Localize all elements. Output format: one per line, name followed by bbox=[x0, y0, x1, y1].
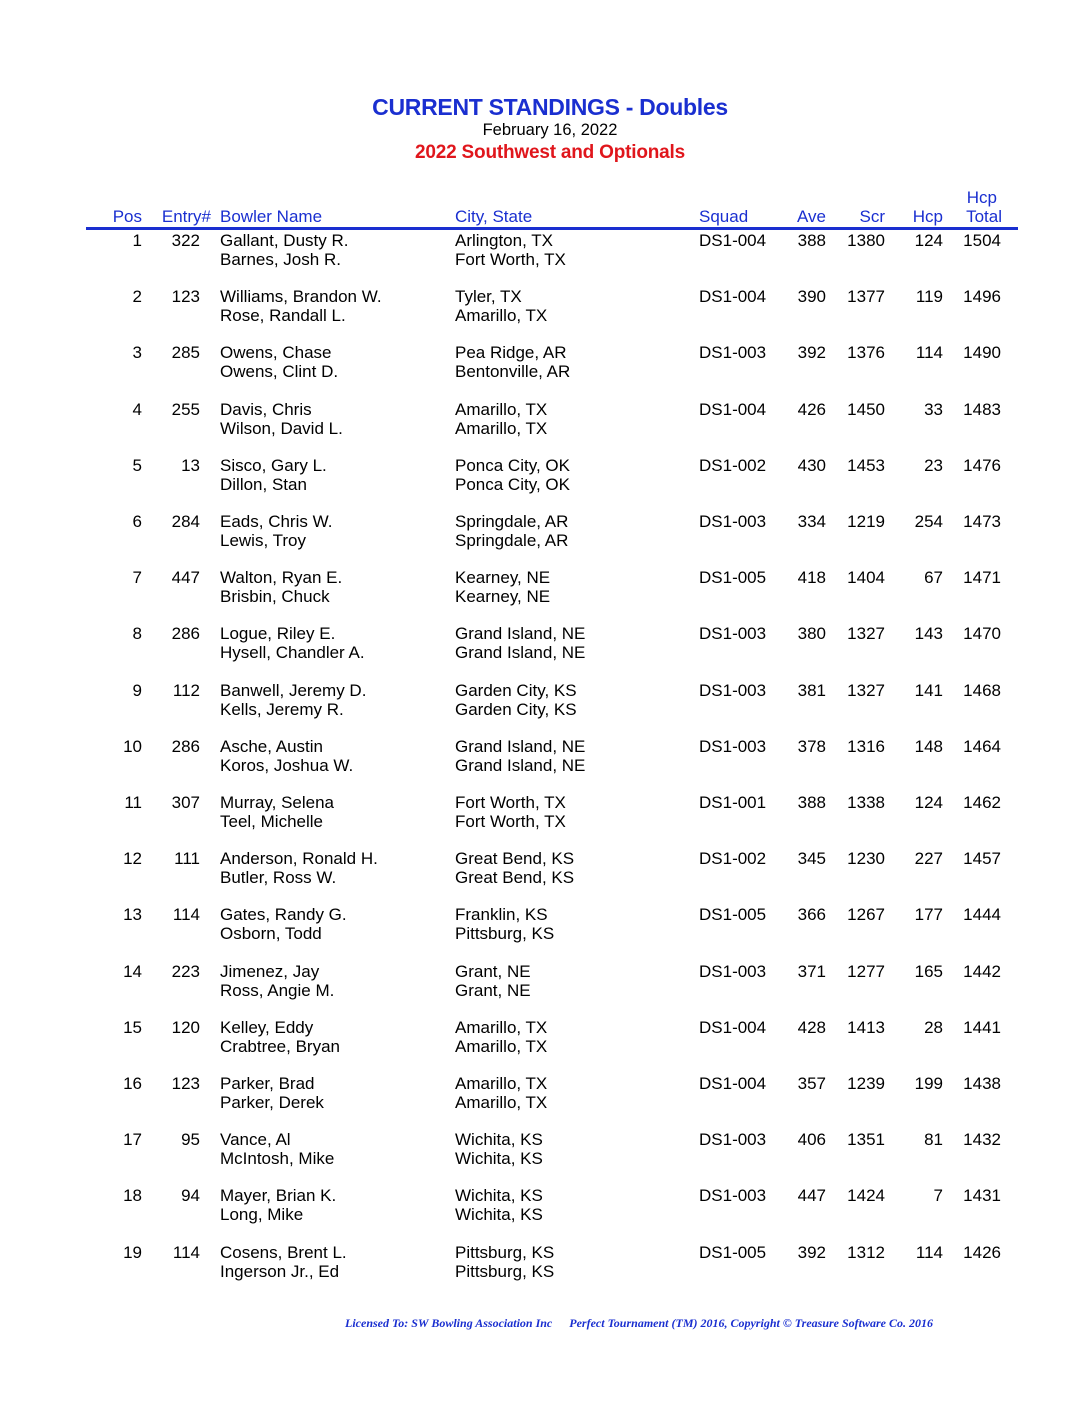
bowler-name: Davis, Chris bbox=[220, 399, 312, 419]
cell-hcp: 177 bbox=[914, 905, 943, 925]
cell-hcp-total: 1426 bbox=[963, 1242, 1001, 1262]
cell-hcp-total: 1496 bbox=[963, 287, 1001, 307]
cell-hcp-total: 1504 bbox=[963, 231, 1001, 250]
city-state: Grand Island, NE bbox=[455, 736, 586, 756]
cell-scr: 1377 bbox=[847, 287, 885, 307]
page-title: CURRENT STANDINGS - Doubles bbox=[372, 94, 728, 120]
cell-hcp: 124 bbox=[914, 793, 943, 812]
cell-hcp: 67 bbox=[924, 568, 943, 588]
header-bowler-name: Bowler Name bbox=[220, 207, 323, 226]
bowler-name: Teel, Michelle bbox=[220, 812, 323, 831]
cell-squad: DS1-003 bbox=[699, 1130, 767, 1150]
cell-squad: DS1-005 bbox=[699, 568, 767, 588]
cell-scr: 1450 bbox=[847, 399, 885, 419]
city-state: Grant, NE bbox=[455, 961, 531, 981]
cell-ave: 366 bbox=[797, 905, 826, 925]
cell-entry: 447 bbox=[171, 568, 200, 588]
standings-row bbox=[0, 849, 1088, 905]
header-pos: Pos bbox=[112, 207, 142, 226]
license-text: Licensed To: SW Bowling Association Inc bbox=[345, 1316, 553, 1330]
cell-hcp-total: 1441 bbox=[963, 1017, 1001, 1037]
bowler-name: Banwell, Jeremy D. bbox=[220, 680, 367, 700]
cell-entry: 111 bbox=[174, 849, 200, 869]
city-state: Amarillo, TX bbox=[455, 399, 548, 419]
cell-hcp-total: 1462 bbox=[963, 793, 1001, 812]
bowler-name: Cosens, Brent L. bbox=[220, 1242, 347, 1262]
cell-ave: 390 bbox=[797, 287, 826, 307]
cell-pos: 12 bbox=[123, 849, 142, 869]
header-ave: Ave bbox=[797, 207, 826, 226]
city-state: Kearney, NE bbox=[455, 587, 551, 607]
cell-hcp-total: 1438 bbox=[963, 1074, 1001, 1093]
standings-row bbox=[0, 343, 1088, 399]
cell-entry: 123 bbox=[171, 287, 200, 307]
city-state: Franklin, KS bbox=[455, 905, 548, 925]
header-city-state: City, State bbox=[455, 207, 533, 226]
cell-ave: 428 bbox=[797, 1017, 826, 1037]
standings-row bbox=[0, 1186, 1088, 1242]
cell-ave: 345 bbox=[797, 849, 826, 869]
cell-entry: 123 bbox=[171, 1074, 200, 1093]
cell-entry: 112 bbox=[172, 680, 200, 700]
header-hcp: Hcp bbox=[912, 207, 943, 226]
cell-ave: 392 bbox=[797, 1242, 826, 1262]
cell-squad: DS1-005 bbox=[699, 1242, 767, 1262]
standings-row bbox=[0, 1243, 1088, 1299]
bowler-name: Asche, Austin bbox=[220, 736, 324, 756]
event-name: 2022 Southwest and Optionals bbox=[415, 142, 685, 163]
city-state: Amarillo, TX bbox=[455, 1074, 548, 1093]
bowler-name: Anderson, Ronald H. bbox=[220, 849, 378, 869]
cell-scr: 1230 bbox=[847, 849, 885, 869]
cell-scr: 1219 bbox=[847, 512, 885, 531]
city-state: Amarillo, TX bbox=[455, 1093, 548, 1112]
cell-squad: DS1-005 bbox=[699, 905, 767, 925]
bowler-name: Ingerson Jr., Ed bbox=[220, 1261, 340, 1281]
cell-pos: 1 bbox=[132, 231, 142, 250]
city-state: Grand Island, NE bbox=[455, 624, 586, 644]
header-squad: Squad bbox=[699, 207, 749, 226]
cell-entry: 120 bbox=[171, 1017, 200, 1037]
cell-scr: 1380 bbox=[847, 231, 885, 250]
cell-hcp: 199 bbox=[914, 1074, 943, 1093]
bowler-name: Vance, Al bbox=[220, 1130, 291, 1150]
bowler-name: Koros, Joshua W. bbox=[220, 755, 354, 775]
standings-row bbox=[0, 400, 1088, 456]
cell-scr: 1327 bbox=[847, 624, 885, 644]
standings-row bbox=[0, 793, 1088, 849]
bowler-name: Hysell, Chandler A. bbox=[220, 643, 365, 663]
cell-pos: 7 bbox=[132, 568, 142, 588]
city-state: Grand Island, NE bbox=[455, 643, 586, 663]
cell-ave: 447 bbox=[797, 1186, 826, 1206]
cell-scr: 1413 bbox=[847, 1017, 885, 1037]
cell-hcp-total: 1431 bbox=[963, 1186, 1001, 1206]
bowler-name: McIntosh, Mike bbox=[220, 1149, 335, 1169]
cell-pos: 14 bbox=[123, 961, 142, 981]
bowler-name: Wilson, David L. bbox=[220, 418, 343, 438]
standings-row bbox=[0, 568, 1088, 624]
city-state: Ponca City, OK bbox=[455, 455, 570, 475]
city-state: Fort Worth, TX bbox=[455, 793, 566, 812]
bowler-name: Brisbin, Chuck bbox=[220, 587, 330, 607]
cell-scr: 1267 bbox=[847, 905, 885, 925]
cell-scr: 1316 bbox=[847, 736, 885, 756]
cell-pos: 10 bbox=[123, 736, 142, 756]
cell-entry: 255 bbox=[171, 399, 200, 419]
standings-row bbox=[0, 1130, 1088, 1186]
city-state: Fort Worth, TX bbox=[455, 250, 566, 269]
cell-ave: 426 bbox=[797, 399, 826, 419]
cell-hcp-total: 1473 bbox=[963, 512, 1001, 531]
footer bbox=[345, 1316, 933, 1331]
cell-hcp: 165 bbox=[914, 961, 943, 981]
bowler-name: Butler, Ross W. bbox=[220, 868, 337, 888]
cell-entry: 284 bbox=[171, 512, 200, 531]
city-state: Great Bend, KS bbox=[455, 868, 575, 888]
cell-hcp-total: 1483 bbox=[963, 399, 1001, 419]
cell-squad: DS1-004 bbox=[699, 231, 767, 250]
cell-scr: 1351 bbox=[847, 1130, 885, 1150]
cell-entry: 322 bbox=[171, 231, 200, 250]
cell-hcp: 141 bbox=[914, 680, 943, 700]
cell-pos: 2 bbox=[132, 287, 142, 307]
cell-hcp: 7 bbox=[933, 1186, 943, 1206]
bowler-name: Dillon, Stan bbox=[220, 474, 307, 494]
cell-ave: 378 bbox=[797, 736, 826, 756]
city-state: Pea Ridge, AR bbox=[455, 343, 567, 363]
cell-ave: 388 bbox=[797, 231, 826, 250]
cell-pos: 6 bbox=[132, 512, 142, 531]
bowler-name: Kelley, Eddy bbox=[220, 1017, 314, 1037]
bowler-name: Owens, Chase bbox=[220, 343, 332, 363]
city-state: Amarillo, TX bbox=[455, 418, 548, 438]
standings-row bbox=[0, 456, 1088, 512]
cell-squad: DS1-001 bbox=[699, 793, 767, 812]
cell-pos: 4 bbox=[132, 399, 142, 419]
city-state: Great Bend, KS bbox=[455, 849, 575, 869]
cell-entry: 95 bbox=[181, 1130, 200, 1150]
cell-ave: 371 bbox=[797, 961, 826, 981]
cell-squad: DS1-003 bbox=[699, 512, 767, 531]
cell-scr: 1312 bbox=[847, 1242, 885, 1262]
city-state: Pittsburg, KS bbox=[455, 1261, 555, 1281]
city-state: Amarillo, TX bbox=[455, 1036, 548, 1056]
city-state: Grand Island, NE bbox=[455, 755, 586, 775]
cell-pos: 8 bbox=[132, 624, 142, 644]
city-state: Springdale, AR bbox=[455, 512, 569, 531]
cell-hcp: 81 bbox=[924, 1130, 943, 1150]
cell-squad: DS1-004 bbox=[699, 399, 767, 419]
bowler-name: Owens, Clint D. bbox=[220, 362, 339, 382]
copyright-text: Perfect Tournament (TM) 2016, Copyright © Treasure Software Co. 2016 bbox=[569, 1316, 934, 1330]
bowler-name: Barnes, Josh R. bbox=[220, 250, 341, 269]
cell-squad: DS1-003 bbox=[699, 736, 767, 756]
bowler-name: Parker, Derek bbox=[220, 1093, 324, 1112]
bowler-name: Osborn, Todd bbox=[220, 924, 322, 944]
header-scr: Scr bbox=[859, 207, 885, 226]
cell-scr: 1239 bbox=[847, 1074, 885, 1093]
bowler-name: Gallant, Dusty R. bbox=[220, 231, 349, 250]
standings-row bbox=[0, 962, 1088, 1018]
standings-row bbox=[0, 681, 1088, 737]
bowler-name: Sisco, Gary L. bbox=[220, 455, 327, 475]
cell-squad: DS1-004 bbox=[699, 287, 767, 307]
city-state: Wichita, KS bbox=[455, 1205, 543, 1225]
bowler-name: Mayer, Brian K. bbox=[220, 1186, 337, 1206]
bowler-name: Murray, Selena bbox=[220, 793, 335, 812]
cell-squad: DS1-003 bbox=[699, 961, 767, 981]
cell-hcp: 254 bbox=[914, 512, 943, 531]
standings-row bbox=[0, 231, 1088, 287]
standings-row bbox=[0, 737, 1088, 793]
bowler-name: Kells, Jeremy R. bbox=[220, 699, 344, 719]
cell-hcp-total: 1457 bbox=[963, 849, 1001, 869]
bowler-name: Williams, Brandon W. bbox=[220, 287, 382, 307]
cell-entry: 94 bbox=[181, 1186, 200, 1206]
cell-scr: 1327 bbox=[847, 680, 885, 700]
cell-squad: DS1-003 bbox=[699, 624, 767, 644]
bowler-name: Gates, Randy G. bbox=[220, 905, 347, 925]
bowler-name: Walton, Ryan E. bbox=[220, 568, 343, 588]
cell-hcp: 119 bbox=[915, 287, 943, 307]
cell-entry: 307 bbox=[171, 793, 200, 812]
cell-pos: 3 bbox=[132, 343, 142, 363]
city-state: Amarillo, TX bbox=[455, 306, 548, 326]
city-state: Wichita, KS bbox=[455, 1130, 543, 1150]
bowler-name: Lewis, Troy bbox=[220, 531, 306, 550]
cell-entry: 286 bbox=[171, 624, 200, 644]
bowler-name: Logue, Riley E. bbox=[220, 624, 336, 644]
cell-hcp: 148 bbox=[914, 736, 943, 756]
cell-hcp: 28 bbox=[924, 1017, 943, 1037]
cell-ave: 430 bbox=[797, 455, 826, 475]
header-rule bbox=[86, 227, 1018, 230]
cell-scr: 1453 bbox=[847, 455, 885, 475]
header-entry: Entry# bbox=[161, 207, 211, 226]
cell-hcp-total: 1442 bbox=[963, 961, 1001, 981]
cell-ave: 357 bbox=[797, 1074, 826, 1093]
cell-ave: 406 bbox=[797, 1130, 826, 1150]
cell-pos: 15 bbox=[123, 1017, 142, 1037]
cell-hcp: 114 bbox=[915, 1242, 943, 1262]
cell-scr: 1424 bbox=[847, 1186, 885, 1206]
bowler-name: Parker, Brad bbox=[220, 1074, 315, 1093]
standings-row bbox=[0, 1074, 1088, 1130]
standings-row bbox=[0, 287, 1088, 343]
cell-hcp-total: 1432 bbox=[963, 1130, 1001, 1150]
city-state: Bentonville, AR bbox=[455, 362, 571, 382]
city-state: Pittsburg, KS bbox=[455, 1242, 555, 1262]
cell-hcp-total: 1444 bbox=[963, 905, 1001, 925]
cell-entry: 114 bbox=[172, 905, 200, 925]
cell-ave: 418 bbox=[797, 568, 826, 588]
report-date: February 16, 2022 bbox=[482, 121, 618, 139]
header-hcp-total-top: Hcp bbox=[966, 188, 997, 207]
cell-entry: 286 bbox=[171, 736, 200, 756]
cell-scr: 1376 bbox=[847, 343, 885, 363]
bowler-name: Eads, Chris W. bbox=[220, 512, 333, 531]
bowler-name: Ross, Angie M. bbox=[220, 980, 335, 1000]
city-state: Arlington, TX bbox=[455, 231, 553, 250]
cell-squad: DS1-002 bbox=[699, 455, 767, 475]
standings-row bbox=[0, 512, 1088, 568]
city-state: Wichita, KS bbox=[455, 1149, 543, 1169]
cell-hcp-total: 1470 bbox=[963, 624, 1001, 644]
cell-scr: 1338 bbox=[847, 793, 885, 812]
cell-ave: 392 bbox=[797, 343, 826, 363]
city-state: Tyler, TX bbox=[455, 287, 522, 307]
cell-squad: DS1-004 bbox=[699, 1074, 767, 1093]
cell-hcp: 143 bbox=[914, 624, 943, 644]
city-state: Grant, NE bbox=[455, 980, 531, 1000]
cell-hcp-total: 1490 bbox=[963, 343, 1001, 363]
cell-entry: 13 bbox=[181, 455, 200, 475]
cell-hcp-total: 1471 bbox=[963, 568, 1001, 588]
city-state: Wichita, KS bbox=[455, 1186, 543, 1206]
standings-row bbox=[0, 624, 1088, 680]
city-state: Springdale, AR bbox=[455, 531, 569, 550]
city-state: Amarillo, TX bbox=[455, 1017, 548, 1037]
cell-scr: 1277 bbox=[847, 961, 885, 981]
cell-entry: 285 bbox=[171, 343, 200, 363]
cell-squad: DS1-004 bbox=[699, 1017, 767, 1037]
cell-hcp-total: 1468 bbox=[963, 680, 1001, 700]
cell-pos: 17 bbox=[123, 1130, 142, 1150]
cell-pos: 13 bbox=[123, 905, 142, 925]
cell-ave: 380 bbox=[797, 624, 826, 644]
standings-row bbox=[0, 1018, 1088, 1074]
cell-hcp-total: 1464 bbox=[963, 736, 1001, 756]
bowler-name: Jimenez, Jay bbox=[220, 961, 320, 981]
bowler-name: Long, Mike bbox=[220, 1205, 304, 1225]
cell-hcp: 114 bbox=[915, 343, 943, 363]
cell-squad: DS1-002 bbox=[699, 849, 767, 869]
cell-pos: 11 bbox=[124, 793, 142, 812]
city-state: Ponca City, OK bbox=[455, 474, 570, 494]
bowler-name: Rose, Randall L. bbox=[220, 306, 346, 326]
city-state: Pittsburg, KS bbox=[455, 924, 555, 944]
cell-hcp: 124 bbox=[914, 231, 943, 250]
cell-pos: 5 bbox=[132, 455, 142, 475]
cell-pos: 9 bbox=[132, 680, 142, 700]
cell-squad: DS1-003 bbox=[699, 343, 767, 363]
cell-hcp: 33 bbox=[924, 399, 943, 419]
cell-squad: DS1-003 bbox=[699, 1186, 767, 1206]
standings-row bbox=[0, 905, 1088, 961]
cell-entry: 223 bbox=[171, 961, 200, 981]
cell-entry: 114 bbox=[172, 1242, 200, 1262]
bowler-name: Crabtree, Bryan bbox=[220, 1036, 340, 1056]
city-state: Fort Worth, TX bbox=[455, 812, 566, 831]
cell-hcp: 23 bbox=[924, 455, 943, 475]
cell-ave: 381 bbox=[797, 680, 826, 700]
cell-pos: 16 bbox=[123, 1074, 142, 1093]
cell-pos: 19 bbox=[123, 1242, 142, 1262]
cell-scr: 1404 bbox=[847, 568, 885, 588]
cell-pos: 18 bbox=[123, 1186, 142, 1206]
cell-hcp: 227 bbox=[914, 849, 943, 869]
header-hcp-total-bottom: Total bbox=[966, 207, 1002, 226]
city-state: Garden City, KS bbox=[455, 680, 577, 700]
city-state: Kearney, NE bbox=[455, 568, 551, 588]
cell-ave: 334 bbox=[797, 512, 826, 531]
cell-squad: DS1-003 bbox=[699, 680, 767, 700]
city-state: Garden City, KS bbox=[455, 699, 577, 719]
cell-ave: 388 bbox=[797, 793, 826, 812]
cell-hcp-total: 1476 bbox=[963, 455, 1001, 475]
